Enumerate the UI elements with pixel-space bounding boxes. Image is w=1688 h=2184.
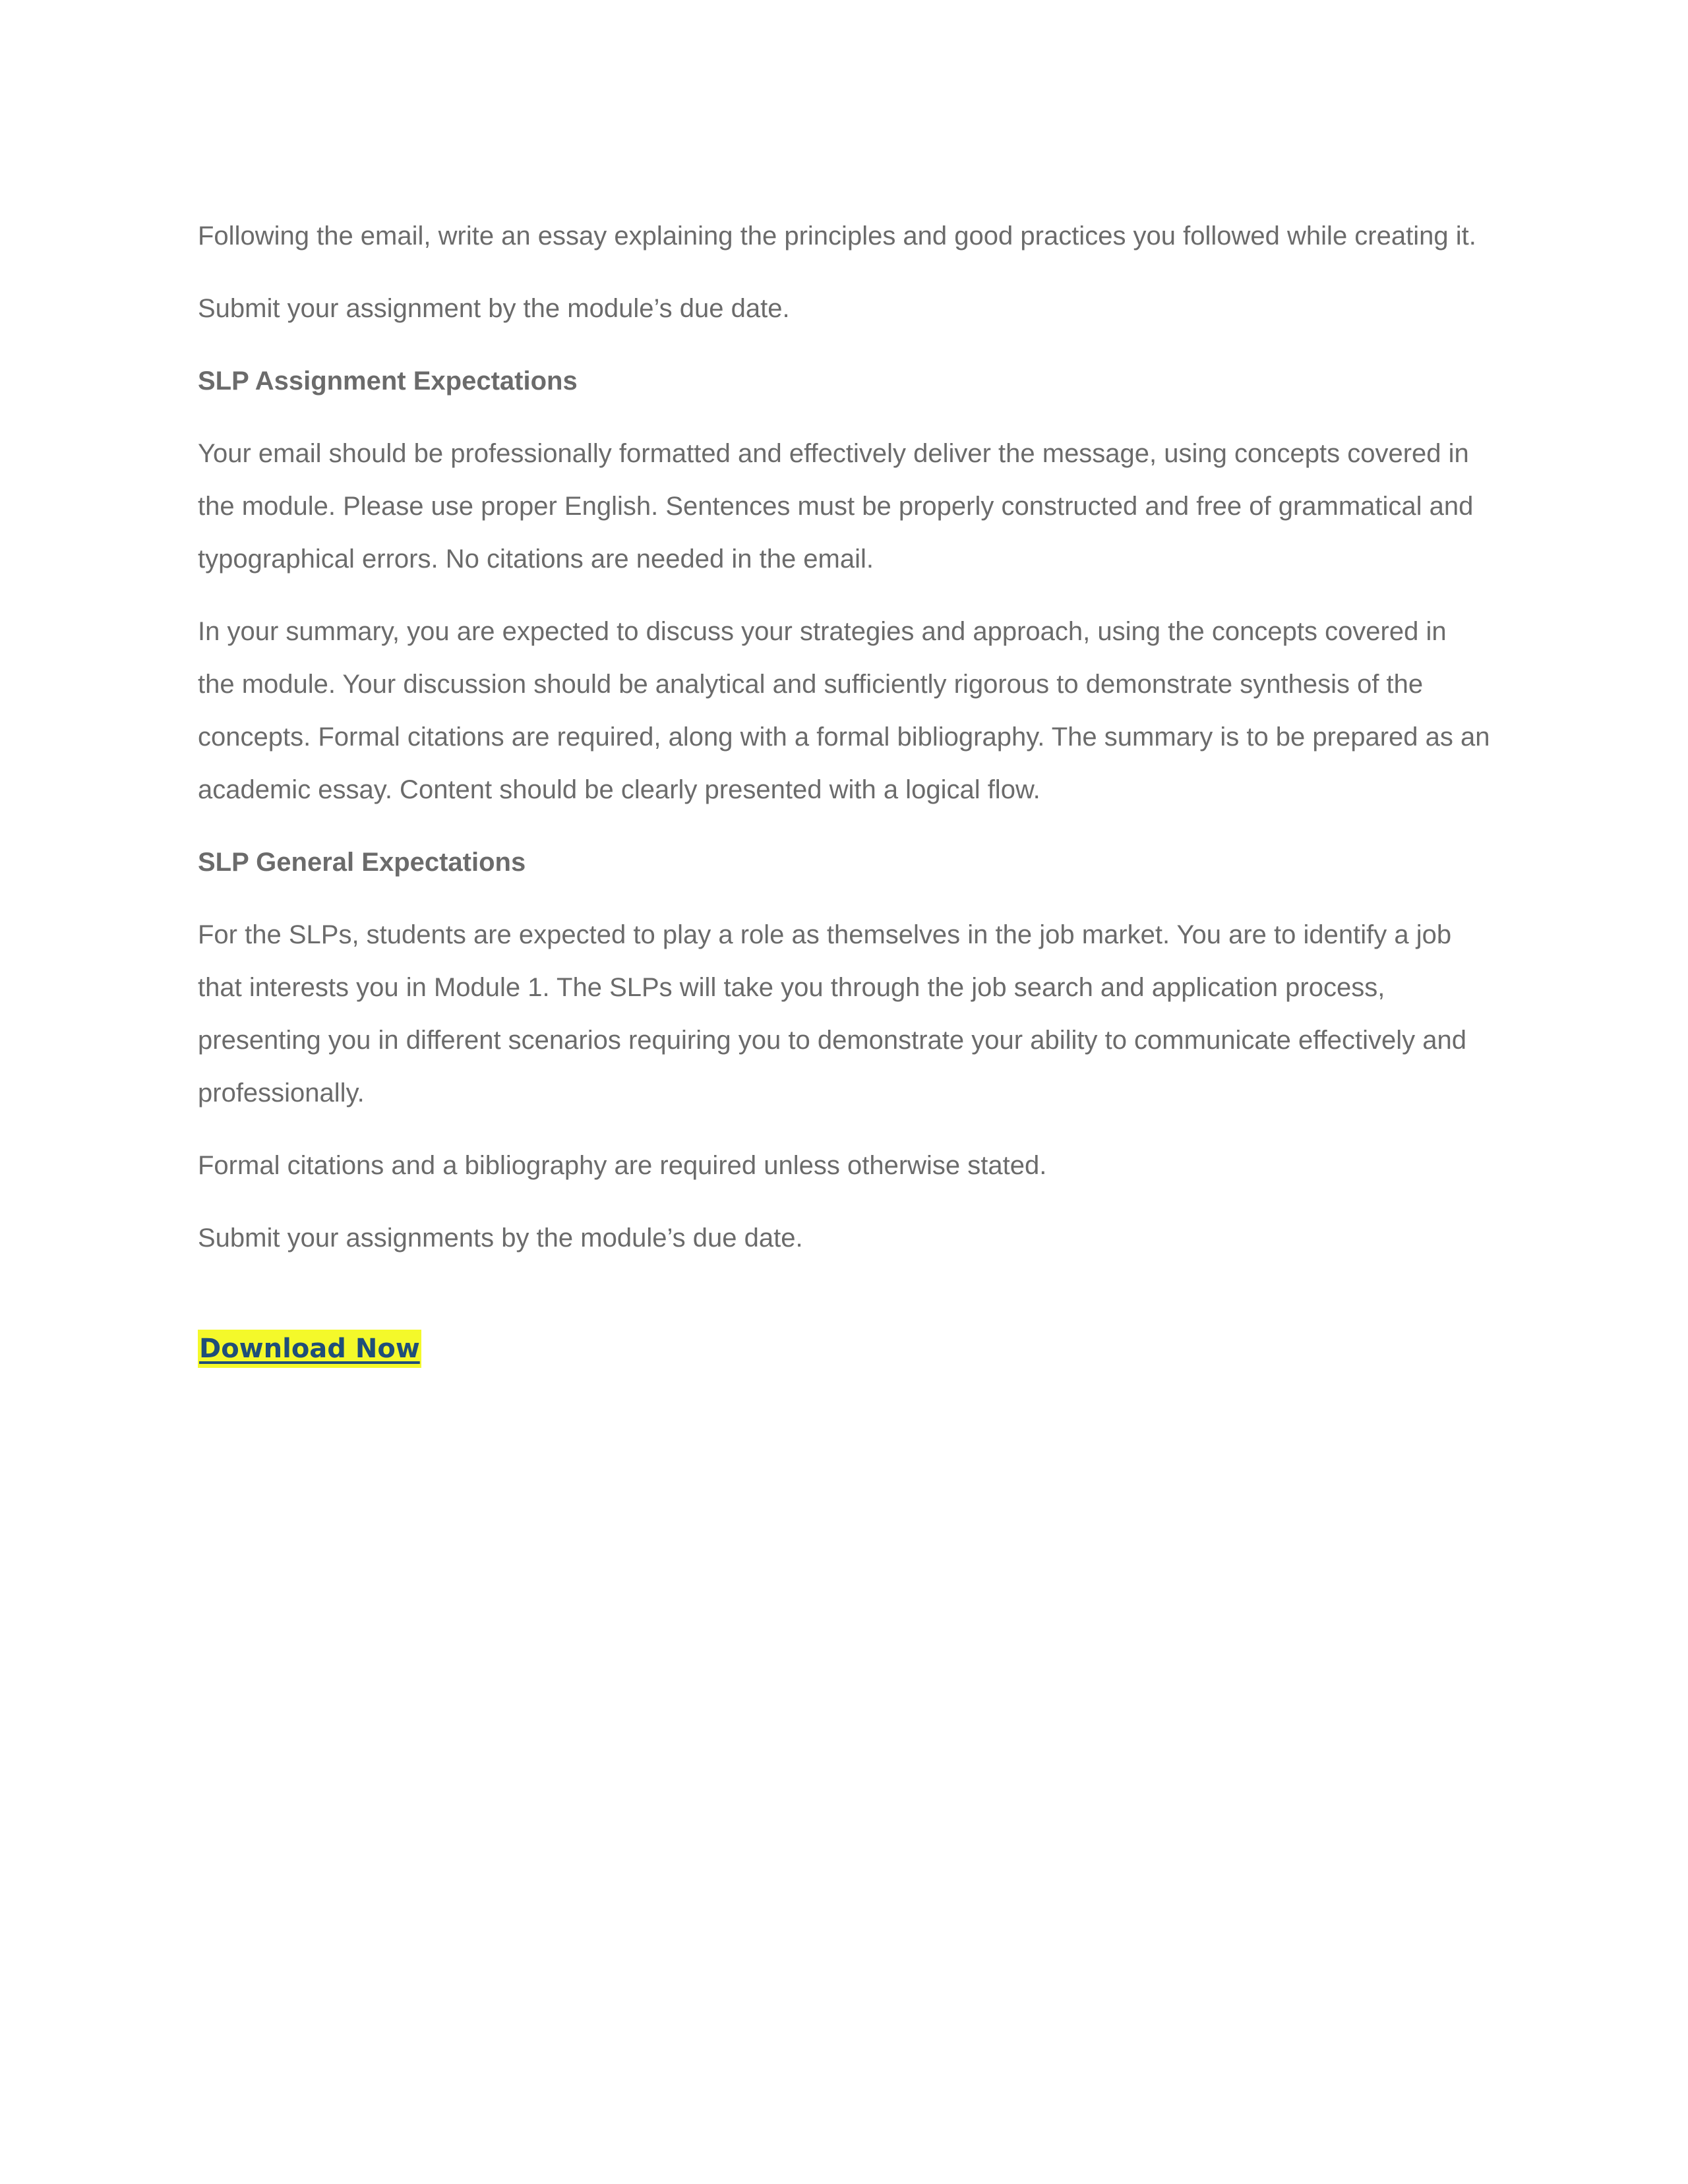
download-container xyxy=(198,1322,1490,1375)
paragraph-submit-assignment: Submit your assignment by the module’s due date. xyxy=(198,294,790,323)
document-body xyxy=(198,210,1490,1375)
paragraph-submit-assignments: Submit your assignments by the module’s due date. xyxy=(198,1224,803,1253)
paragraph-summary-expectations: In your summary, you are expected to discuss your strategies and approach, using the concepts covered in the module. Your discussion should be analytical and sufficiently rigorous to demonstrate synthesis of the concepts. Formal citations are required, along with a formal bibliography. The summary is to be prepared as an academic essay. Content should be clearly presented with a logical flow. xyxy=(198,617,1490,804)
paragraph-citations-required: Formal citations and a bibliography are required unless otherwise stated. xyxy=(198,1151,1047,1180)
heading-slp-assignment-expectations: SLP Assignment Expectations xyxy=(198,367,578,396)
heading-slp-general-expectations: SLP General Expectations xyxy=(198,848,526,877)
download-now-link[interactable]: Download Now xyxy=(198,1330,421,1368)
paragraph-essay-instruction: Following the email, write an essay explaining the principles and good practices you followed while creating it. xyxy=(198,221,1476,251)
paragraph-email-expectations: Your email should be professionally formatted and effectively deliver the message, using concepts covered in the module. Please use proper English. Sentences must be properly constructed and free of grammatical and typographical errors. No citations are needed in the email. xyxy=(198,439,1474,574)
paragraph-slp-role: For the SLPs, students are expected to play a role as themselves in the job market. You are to identify a job that interests you in Module 1. The SLPs will take you through the job search and application process, presenting you in different scenarios requiring you to demonstrate your ability to communicate effectively and professionally. xyxy=(198,920,1467,1107)
